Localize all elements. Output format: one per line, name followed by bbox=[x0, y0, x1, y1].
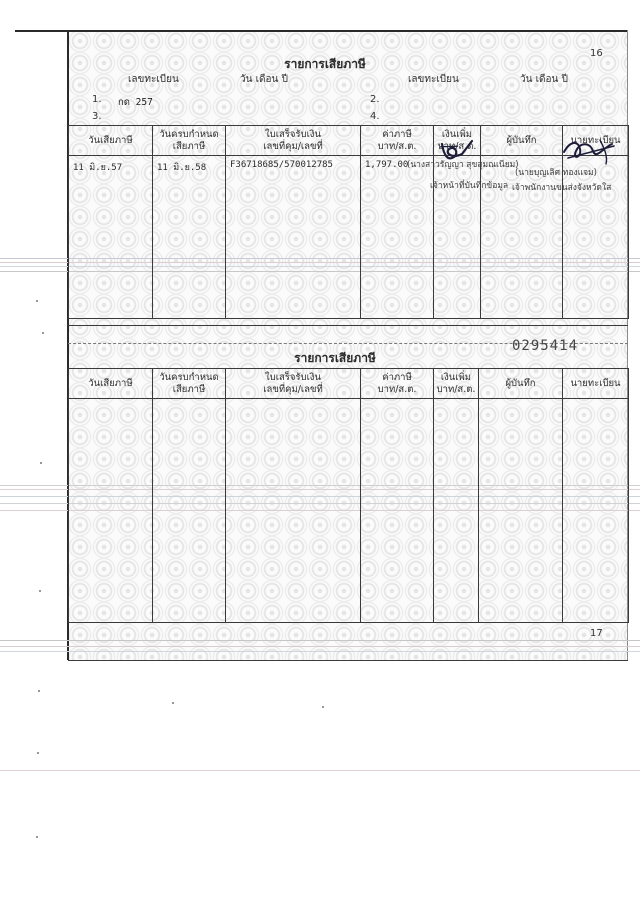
header-tax-amount bbox=[361, 126, 434, 156]
header-line: ค่าภาษี bbox=[382, 128, 412, 140]
section-divider bbox=[68, 325, 628, 326]
registration-index: 3. bbox=[92, 111, 102, 122]
cell-recorder bbox=[479, 399, 563, 623]
cell-registrar bbox=[563, 399, 629, 623]
cell-due-date bbox=[153, 399, 226, 623]
registrar-signature bbox=[560, 136, 620, 168]
scan-artifact-line bbox=[0, 640, 640, 641]
header-receipt bbox=[226, 369, 361, 399]
header-tax-date bbox=[69, 126, 153, 156]
header-line: นายทะเบียน bbox=[570, 377, 621, 389]
registrar-position-stamp: เจ้าพนักงานขนส่งจังหวัดใส bbox=[512, 183, 612, 193]
recorder-name-stamp: (นางสาวรัญญา สุขสุมณเนียม) bbox=[407, 160, 519, 170]
section-title-upper: รายการเสียภาษี bbox=[284, 57, 366, 71]
cell-surcharge bbox=[434, 399, 479, 623]
cell-receipt bbox=[226, 156, 361, 319]
header-line: ใบเสร็จรับเงิน bbox=[265, 371, 321, 383]
tax-record-table-lower bbox=[68, 368, 629, 623]
registration-index: 2. bbox=[370, 94, 380, 105]
header-line: ผู้บันทึก bbox=[506, 134, 537, 146]
cell-due-date bbox=[153, 156, 226, 319]
header-line: นายทะเบียน bbox=[570, 134, 621, 146]
scan-artifact-line bbox=[0, 770, 640, 771]
scan-speck bbox=[42, 332, 44, 334]
scan-speck bbox=[36, 300, 38, 302]
header-line: บาท/ส.ต. bbox=[377, 140, 417, 152]
header-surcharge bbox=[434, 369, 479, 399]
header-line: ค่าภาษี bbox=[382, 371, 412, 383]
header-recorder bbox=[481, 126, 563, 156]
scan-speck bbox=[36, 836, 38, 838]
cell-receipt bbox=[226, 399, 361, 623]
table-row bbox=[69, 399, 629, 623]
header-line: วันเสียภาษี bbox=[88, 134, 133, 146]
cell-tax-amount bbox=[361, 156, 434, 319]
scan-speck bbox=[37, 752, 39, 754]
header-registrar bbox=[563, 369, 629, 399]
header-line: บาท/ส.ต. bbox=[377, 383, 417, 395]
scan-speck bbox=[38, 690, 40, 692]
header-line: เงินเพิ่ม bbox=[440, 371, 472, 383]
cell-tax-date bbox=[69, 156, 153, 319]
header-line: บาท/ส.ต. bbox=[436, 383, 476, 395]
cell-tax-date bbox=[69, 399, 153, 623]
header-line: เงินเพิ่ม bbox=[441, 128, 473, 140]
table-header-row bbox=[69, 369, 629, 399]
header-line: วันครบกำหนด bbox=[159, 371, 219, 383]
scan-speck bbox=[40, 462, 42, 464]
left-date-label: วัน เดือน ปี bbox=[240, 74, 288, 85]
page-number-upper: 16 bbox=[590, 48, 603, 59]
registrar-name-stamp: (นายบุญเลิศ ทองแจม) bbox=[515, 168, 597, 178]
scan-speck bbox=[322, 706, 324, 708]
tax-record-table-upper bbox=[68, 125, 629, 319]
header-recorder bbox=[479, 369, 563, 399]
recorder-signature bbox=[436, 138, 478, 166]
tax-amount-value: 1,797.00 bbox=[365, 160, 409, 170]
page-number-lower: 17 bbox=[590, 628, 603, 639]
scan-speck bbox=[172, 702, 174, 704]
page-bottom-border bbox=[68, 660, 628, 661]
header-tax-amount bbox=[361, 369, 434, 399]
header-receipt bbox=[226, 126, 361, 156]
right-plate-label: เลขทะเบียน bbox=[408, 74, 459, 85]
registration-index: 1. bbox=[92, 94, 102, 105]
registration-index: 4. bbox=[370, 111, 380, 122]
header-due-date bbox=[153, 369, 226, 399]
header-line: ใบเสร็จรับเงิน bbox=[265, 128, 321, 140]
header-line: วันเสียภาษี bbox=[88, 377, 133, 389]
page-top-border bbox=[15, 30, 628, 32]
due-date-value: 11 มิ.ย.58 bbox=[157, 163, 207, 173]
right-date-label: วัน เดือน ปี bbox=[520, 74, 568, 85]
header-line: เสียภาษี bbox=[172, 140, 206, 152]
left-plate-label: เลขทะเบียน bbox=[128, 74, 179, 85]
registration-plate: กด 257 bbox=[118, 97, 153, 108]
header-line: บาท/ส.ต. bbox=[437, 140, 477, 152]
header-line: ผู้บันทึก bbox=[505, 377, 536, 389]
receipt-number-value: F36718685/570012785 bbox=[230, 160, 333, 170]
scan-speck bbox=[39, 590, 41, 592]
serial-number: 0295414 bbox=[512, 338, 579, 354]
table-header-row bbox=[69, 126, 629, 156]
header-line: เลขที่คุม/เลขที่ bbox=[263, 140, 323, 152]
tax-date-value: 11 มิ.ย.57 bbox=[73, 163, 123, 173]
header-due-date bbox=[153, 126, 226, 156]
header-line: เสียภาษี bbox=[172, 383, 206, 395]
scan-artifact-line bbox=[0, 646, 640, 647]
scan-artifact-line bbox=[0, 651, 640, 652]
section-title-lower: รายการเสียภาษี bbox=[294, 351, 376, 365]
header-line: วันครบกำหนด bbox=[159, 128, 219, 140]
cell-tax-amount bbox=[361, 399, 434, 623]
header-tax-date bbox=[69, 369, 153, 399]
recorder-position-stamp: เจ้าหน้าที่บันทึกข้อมูล bbox=[430, 181, 509, 191]
header-line: เลขที่คุม/เลขที่ bbox=[263, 383, 323, 395]
